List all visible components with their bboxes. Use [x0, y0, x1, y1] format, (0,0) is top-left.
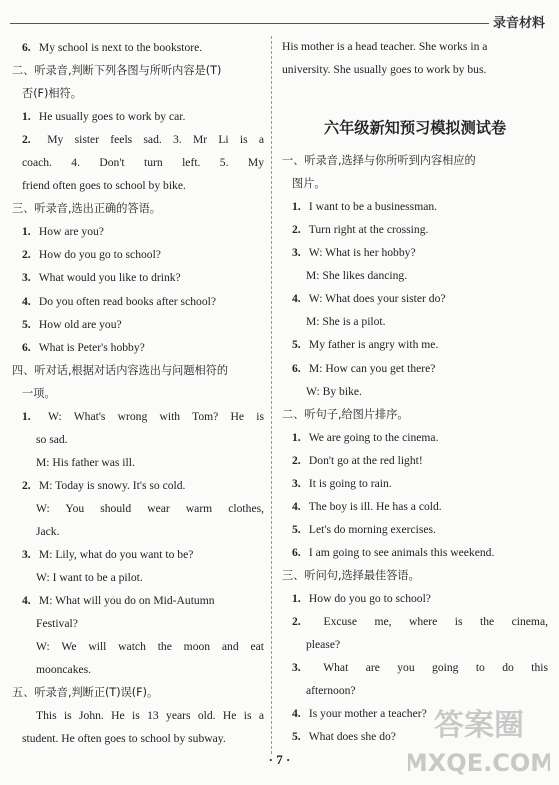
- text-line: [282, 287, 548, 310]
- line-text: Do you often read books after school?: [38, 294, 216, 308]
- item-number: 2.: [22, 133, 31, 147]
- text-line: [282, 587, 548, 610]
- line-text: Is your mother a teacher?: [308, 707, 427, 721]
- text-line: [12, 290, 264, 313]
- section-heading: [12, 197, 264, 220]
- line-text: please?: [306, 638, 341, 652]
- line-text: What are you going to do this: [323, 661, 548, 675]
- item-number: 4.: [292, 707, 301, 721]
- item-number: 5.: [292, 730, 301, 744]
- text-line: [282, 610, 548, 633]
- line-text: W: We will watch the moon and eat: [36, 640, 264, 654]
- line-text: How do you go to school?: [38, 248, 161, 262]
- text-line: [282, 195, 548, 218]
- item-number: 1.: [22, 225, 31, 239]
- line-text: My sister feels sad. 3. Mr Li is a: [47, 133, 264, 147]
- line-text: I want to be a businessman.: [308, 200, 438, 214]
- text-line: [282, 333, 548, 356]
- test-title: 六年级新知预习模拟测试卷: [323, 119, 507, 138]
- text-line: [282, 380, 548, 403]
- item-number: 1.: [292, 591, 301, 605]
- line-text: M: His father was ill.: [36, 455, 135, 469]
- line-text: Turn right at the crossing.: [308, 223, 429, 237]
- text-line: [12, 497, 264, 520]
- line-text: 四、听对话,根据对话内容选出与问题相符的: [12, 363, 229, 377]
- text-line: [12, 520, 264, 543]
- line-text: 一、听录音,选择与你所听到内容相应的: [282, 154, 476, 168]
- text-line: [282, 541, 548, 564]
- section-heading: [282, 172, 548, 195]
- line-text: W: What does your sister do?: [308, 292, 446, 306]
- text-line: [12, 313, 264, 336]
- item-number: 5.: [292, 338, 301, 352]
- line-text: mooncakes.: [36, 663, 92, 677]
- item-number: 5.: [292, 522, 301, 536]
- right-column: [282, 35, 548, 748]
- header-rule: [10, 23, 489, 24]
- text-line: [282, 241, 548, 264]
- text-line: [12, 451, 264, 474]
- text-line: [12, 336, 264, 359]
- item-number: 4.: [22, 594, 31, 608]
- item-number: 4.: [22, 294, 31, 308]
- header-label: 录音材料: [492, 16, 545, 31]
- line-text: He usually goes to work by car.: [38, 110, 186, 124]
- section-heading: [12, 82, 264, 105]
- line-text: M: Lily, what do you want to be?: [38, 548, 194, 562]
- line-text: My school is next to the bookstore.: [38, 41, 203, 54]
- svg-text:MXQE.COM: MXQE.COM: [408, 749, 550, 777]
- line-text: Don't go at the red light!: [308, 453, 423, 467]
- section-heading: [282, 564, 548, 587]
- line-text: His mother is a head teacher. She works in a: [282, 40, 488, 53]
- left-column: [12, 36, 264, 750]
- line-text: M: She is a pilot.: [306, 315, 386, 329]
- item-number: 6.: [292, 545, 301, 559]
- line-text: Excuse me, where is the cinema,: [323, 615, 548, 629]
- text-line: [12, 543, 264, 566]
- line-text: W: I want to be a pilot.: [36, 571, 143, 585]
- line-text: Festival?: [36, 617, 78, 631]
- text-line: [282, 218, 548, 241]
- item-number: 1.: [22, 110, 31, 124]
- line-text: W: By bike.: [306, 384, 362, 398]
- line-text: 否(F)相符。: [22, 87, 82, 101]
- line-text: How do you go to school?: [308, 591, 431, 605]
- item-number: 4.: [292, 499, 301, 513]
- text-line: [12, 566, 264, 589]
- text-line: [12, 128, 264, 151]
- line-text: Jack.: [36, 524, 60, 538]
- line-text: 一项。: [22, 386, 56, 400]
- text-line: [12, 727, 264, 750]
- column-divider: [271, 36, 272, 754]
- item-number: 2.: [292, 615, 301, 629]
- text-line: [12, 243, 264, 266]
- text-line: [12, 428, 264, 451]
- right-column-top: [282, 35, 548, 81]
- line-text: M: How can you get there?: [308, 361, 436, 375]
- item-number: 5.: [22, 317, 31, 331]
- text-line: [12, 635, 264, 658]
- text-line: [12, 612, 264, 635]
- text-line: [282, 633, 548, 656]
- text-line: [282, 310, 548, 333]
- line-text: 五、听录音,判断正(T)误(F)。: [12, 686, 159, 700]
- text-line: [12, 405, 264, 428]
- item-number: 6.: [22, 340, 31, 354]
- section-heading: [12, 59, 264, 82]
- text-line: [12, 174, 264, 197]
- item-number: 2.: [292, 223, 301, 237]
- item-number: 3.: [292, 246, 301, 260]
- line-text: How are you?: [38, 225, 104, 239]
- item-number: 2.: [22, 248, 31, 262]
- text-line: [282, 357, 548, 380]
- text-line: [12, 658, 264, 681]
- text-line: [12, 105, 264, 128]
- text-line: [282, 518, 548, 541]
- line-text: My father is angry with me.: [308, 338, 439, 352]
- line-text: What would you like to drink?: [38, 271, 181, 285]
- item-number: 2.: [22, 478, 31, 492]
- line-text: friend often goes to school by bike.: [22, 179, 186, 193]
- text-line: [282, 495, 548, 518]
- line-text: university. She usually goes to work by bus.: [282, 63, 487, 77]
- page-number: · 7 ·: [268, 752, 291, 767]
- text-line: [12, 704, 264, 727]
- line-text: afternoon?: [306, 684, 356, 698]
- line-text: 二、听句子,给图片排序。: [282, 407, 409, 421]
- section-heading: [282, 149, 548, 172]
- item-number: 3.: [292, 661, 301, 675]
- line-text: 三、听问句,选择最佳答语。: [282, 568, 420, 582]
- text-line: [282, 264, 548, 287]
- line-text: M: What will you do on Mid-Autumn: [38, 594, 215, 608]
- text-line: [282, 35, 548, 58]
- line-text: It is going to rain.: [308, 476, 392, 490]
- text-line: [12, 220, 264, 243]
- item-number: 3.: [22, 271, 31, 285]
- line-text: 二、听录音,判断下列各图与所听内容是(T): [12, 64, 222, 78]
- line-text: W: What is her hobby?: [308, 246, 416, 260]
- line-text: M: She likes dancing.: [306, 269, 408, 283]
- section-heading: [12, 382, 264, 405]
- line-text: coach. 4. Don't turn left. 5. My: [22, 156, 264, 170]
- watermark-logo: [408, 695, 550, 779]
- text-line: [282, 472, 548, 495]
- line-text: How old are you?: [38, 317, 122, 331]
- item-number: 2.: [292, 453, 301, 467]
- line-text: M: Today is snowy. It's so cold.: [38, 478, 186, 492]
- item-number: 1.: [292, 200, 301, 214]
- text-line: [282, 656, 548, 679]
- line-text: so sad.: [36, 432, 68, 446]
- line-text: Let's do morning exercises.: [308, 522, 436, 536]
- right-column-main: [282, 149, 548, 748]
- text-line: [282, 449, 548, 472]
- section-heading: [12, 359, 264, 382]
- item-number: 1.: [22, 409, 31, 423]
- text-line: [12, 266, 264, 289]
- text-line: [282, 426, 548, 449]
- text-line: [12, 36, 264, 59]
- item-number: 6.: [292, 361, 301, 375]
- line-text: 图片。: [292, 177, 326, 191]
- text-line: [12, 589, 264, 612]
- line-text: W: You should wear warm clothes,: [36, 501, 264, 515]
- text-line: [282, 58, 548, 81]
- line-text: I am going to see animals this weekend.: [308, 545, 495, 559]
- text-line: [12, 151, 264, 174]
- item-number: 3.: [22, 548, 31, 562]
- line-text: What does she do?: [308, 730, 396, 744]
- line-text: student. He often goes to school by subway.: [22, 732, 226, 746]
- section-heading: [12, 681, 264, 704]
- line-text: 三、听录音,选出正确的答语。: [12, 202, 161, 216]
- line-text: This is John. He is 13 years old. He is a: [36, 709, 264, 723]
- item-number: 6.: [22, 41, 31, 54]
- item-number: 4.: [292, 292, 301, 306]
- line-text: W: What's wrong with Tom? He is: [48, 409, 264, 423]
- line-text: What is Peter's hobby?: [38, 340, 145, 354]
- line-text: The boy is ill. He has a cold.: [308, 499, 442, 513]
- section-heading: [282, 403, 548, 426]
- svg-text:答案圈: 答案圈: [434, 708, 524, 743]
- item-number: 3.: [292, 476, 301, 490]
- item-number: 1.: [292, 430, 301, 444]
- line-text: We are going to the cinema.: [308, 430, 439, 444]
- text-line: [12, 474, 264, 497]
